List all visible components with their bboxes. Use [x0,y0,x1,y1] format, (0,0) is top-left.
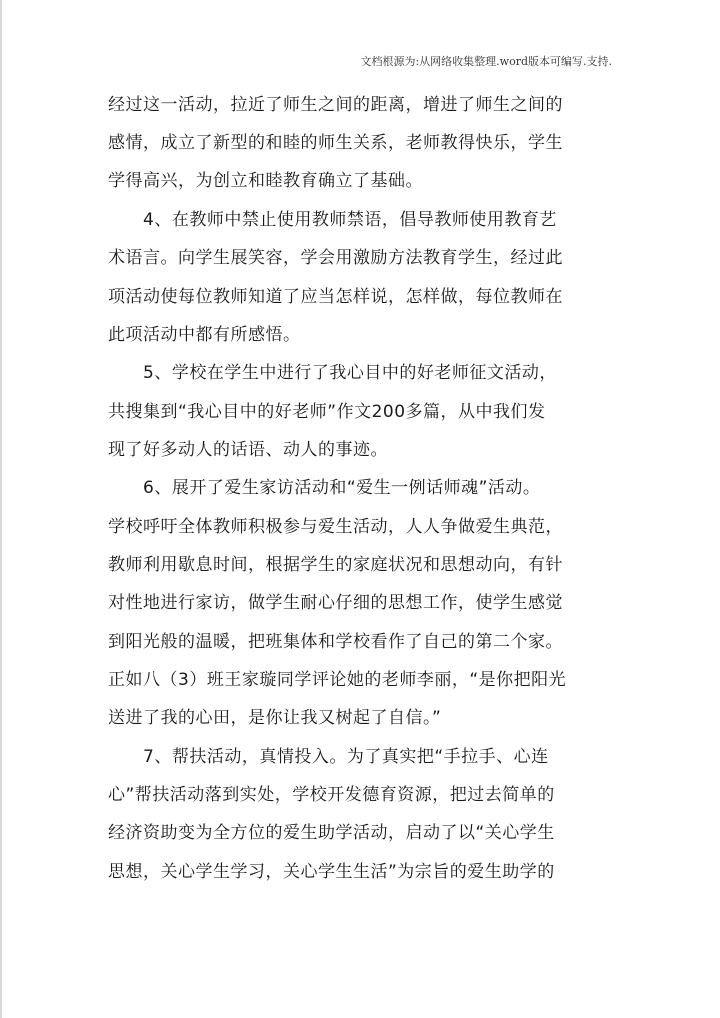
body-line: 对性地进行家访，做学生耐心仔细的思想工作，使学生感觉 [108,593,563,613]
body-line: 送进了我的心田，是你让我又树起了自信。” [108,708,442,728]
body-line: 思想，关心学生学习，关心学生生活”为宗旨的爱生助学的 [108,862,555,882]
body-line: 5、学校在学生中进行了我心目中的好老师征文活动， [108,363,557,383]
body-line: 6、展开了爱生家访活动和“爱生一例话师魂”活动。 [108,478,541,498]
body-line: 教师利用歇息时间，根据学生的家庭状况和思想动向，有针 [108,555,563,575]
body-line: 此项活动中都有所感悟。 [108,325,301,345]
body-line: 共搜集到“我心目中的好老师”作文200多篇，从中我们发 [108,402,546,422]
body-line: 现了好多动人的话语、动人的事迹。 [108,440,388,460]
body-line: 术语言。向学生展笑容，学会用激励方法教育学生，经过此 [108,248,563,268]
body-line: 正如八（3）班王家璇同学评论她的老师李丽，“是你把阳光 [108,670,567,690]
body-line: 4、在教师中禁止使用教师禁语，倡导教师使用教育艺 [108,210,557,230]
body-line: 感情，成立了新型的和睦的师生关系，老师教得快乐，学生 [108,133,563,153]
body-line: 经过这一活动，拉近了师生之间的距离，增进了师生之间的 [108,95,563,115]
body-line: 7、帮扶活动，真情投入。为了真实把“手拉手、心连 [108,747,549,767]
body-line: 学得高兴，为创立和睦教育确立了基础。 [108,171,423,191]
body-line: 经济资助变为全方位的爱生助学活动，启动了以“关心学生 [108,823,555,843]
body-line: 心”帮扶活动落到实处，学校开发德育资源，把过去简单的 [108,785,555,805]
header-source-note: 文档根源为:从网络收集整理.word版本可编写.支持. [360,55,612,68]
body-line: 学校呼吁全体教师积极参与爱生活动，人人争做爱生典范， [108,517,563,537]
page-left-edge [0,0,2,1018]
body-line: 到阳光般的温暖，把班集体和学校看作了自己的第二个家。 [108,632,563,652]
body-line: 项活动使每位教师知道了应当怎样说，怎样做，每位教师在 [108,287,563,307]
